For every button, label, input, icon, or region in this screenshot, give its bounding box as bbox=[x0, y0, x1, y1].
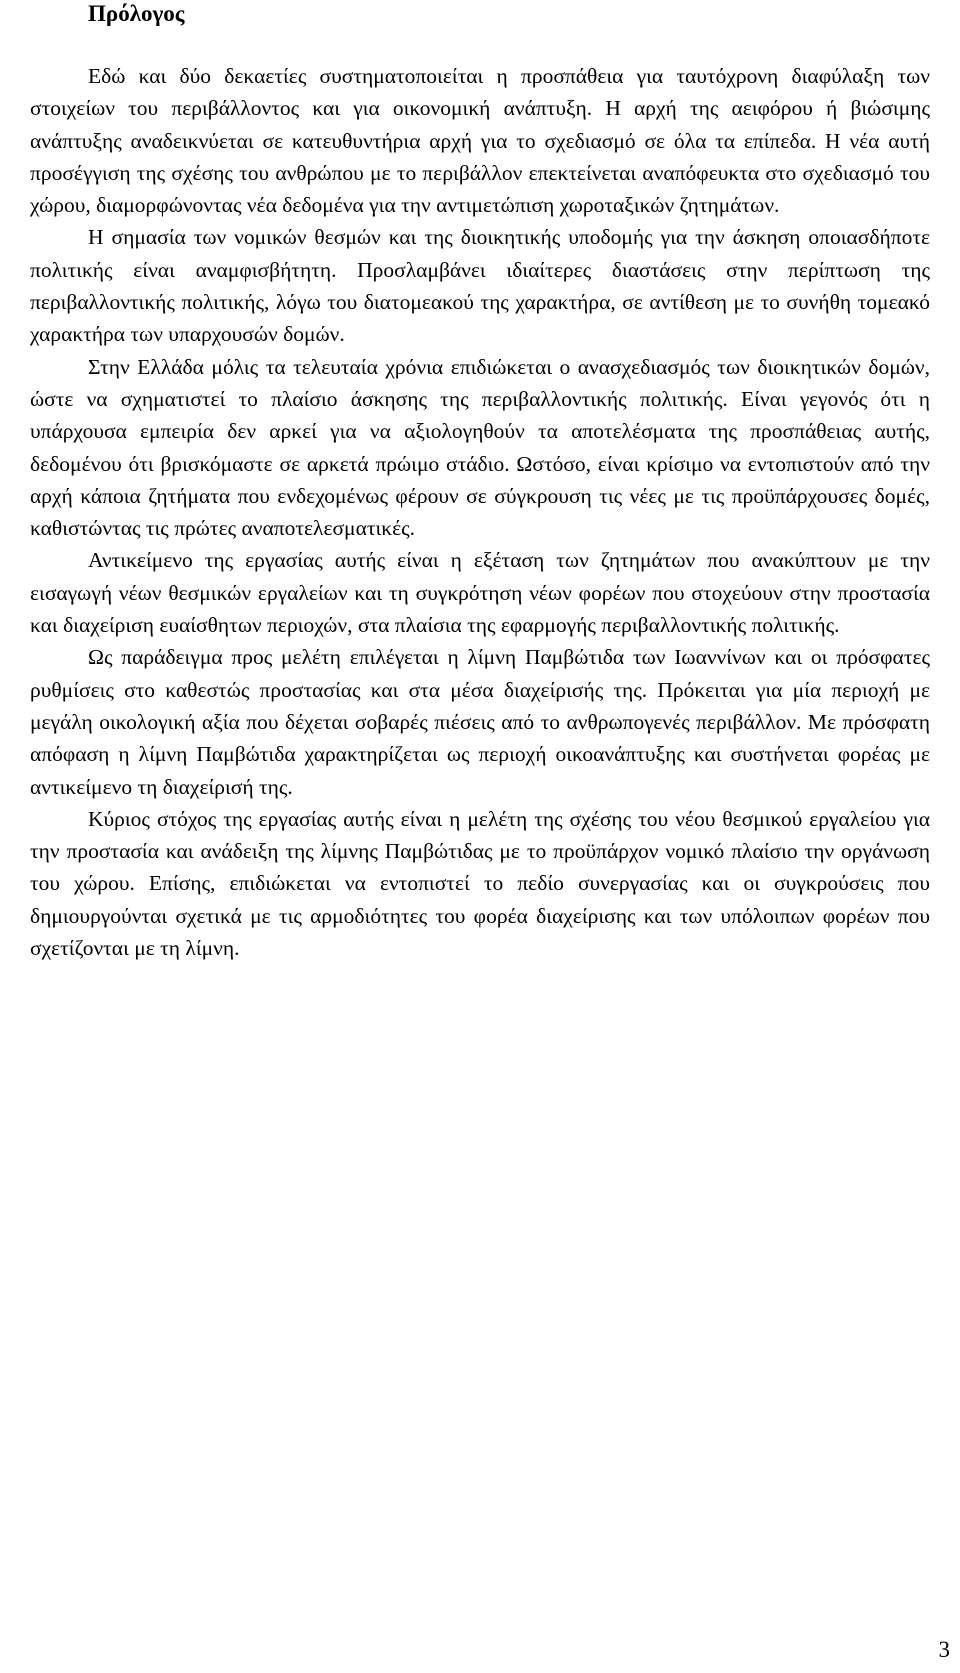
document-page bbox=[30, 0, 930, 964]
paragraph: Ως παράδειγμα προς μελέτη επιλέγεται η λίμνη Παμβώτιδα των Ιωαννίνων και οι πρόσφατες ρυθμίσεις στο καθεστώς προστασίας και στα μέσα διαχείρισής της. Πρόκειται για μία περιοχή με μεγάλη οικολογική αξία που δέχεται σοβαρές πιέσεις από το ανθρωπογενές περιβάλλον. Με πρόσφατη απόφαση η λίμνη Παμβώτιδα χαρακτηρίζεται ως περιοχή οικοανάπτυξης και συστήνεται φορέας με αντικείμενο τη διαχείρισή της. bbox=[30, 645, 930, 799]
body-text bbox=[30, 60, 930, 964]
paragraph: Η σημασία των νομικών θεσμών και της διοικητικής υποδομής για την άσκηση οποιασδήποτε πολιτικής είναι αναμφισβήτητη. Προσλαμβάνει ιδιαίτερες διαστάσεις στην περίπτωση της περιβαλλοντικής πολιτικής, λόγω του διατομεακού της χαρακτήρα, σε αντίθεση με το συνήθη τομεακό χαρακτήρα των υπαρχουσών δομών. bbox=[30, 225, 930, 347]
page-number: 3 bbox=[938, 1637, 950, 1662]
page-title: Πρόλογος bbox=[88, 1, 185, 26]
paragraph: Στην Ελλάδα μόλις τα τελευταία χρόνια επιδιώκεται ο ανασχεδιασμός των διοικητικών δομών, ώστε να σχηματιστεί το πλαίσιο άσκησης της περιβαλλοντικής πολιτικής. Είναι γεγονός ότι η υπάρχουσα εμπειρία δεν αρκεί για να αξιολογηθούν τα αποτελέσματα της προσπάθειας αυτής, δεδομένου ότι βρισκόμαστε σε αρκετά πρώιμο στάδιο. Ωστόσο, είναι κρίσιμο να εντοπιστούν από την αρχή κάποια ζητήματα που ενδεχομένως φέρουν σε σύγκρουση τις νέες με τις προϋπάρχουσες δομές, καθιστώντας τις πρώτες αναποτελεσματικές. bbox=[30, 354, 930, 541]
paragraph: Αντικείμενο της εργασίας αυτής είναι η εξέταση των ζητημάτων που ανακύπτουν με την εισαγωγή νέων θεσμικών εργαλείων και τη συγκρότηση νέων φορέων που στοχεύουν στην προστασία και διαχείριση ευαίσθητων περιοχών, στα πλαίσια της εφαρμογής περιβαλλοντικής πολιτικής. bbox=[30, 548, 930, 638]
paragraph: Κύριος στόχος της εργασίας αυτής είναι η μελέτη της σχέσης του νέου θεσμικού εργαλείου για την προστασία και ανάδειξη της λίμνης Παμβώτιδας με το προϋπάρχον νομικό πλαίσιο την οργάνωση του χώρου. Επίσης, επιδιώκεται να εντοπιστεί το πεδίο συνεργασίας και οι συγκρούσεις που δημιουργούνται σχετικά με τις αρμοδιότητες του φορέα διαχείρισης και των υπόλοιπων φορέων που σχετίζονται με τη λίμνη. bbox=[30, 806, 930, 961]
paragraph: Εδώ και δύο δεκαετίες συστηματοποιείται η προσπάθεια για ταυτόχρονη διαφύλαξη των στοιχείων του περιβάλλοντος και για οικονομική ανάπτυξη. Η αρχή της αειφόρου ή βιώσιμης ανάπτυξης αναδεικνύεται σε κατευθυντήρια αρχή για το σχεδιασμό σε όλα τα επίπεδα. Η νέα αυτή προσέγγιση της σχέσης του ανθρώπου με το περιβάλλον επεκτείνεται αναπόφευκτα στο σχεδιασμό του χώρου, διαμορφώνοντας νέα δεδομένα για την αντιμετώπιση χωροταξικών ζητημάτων. bbox=[30, 64, 930, 218]
